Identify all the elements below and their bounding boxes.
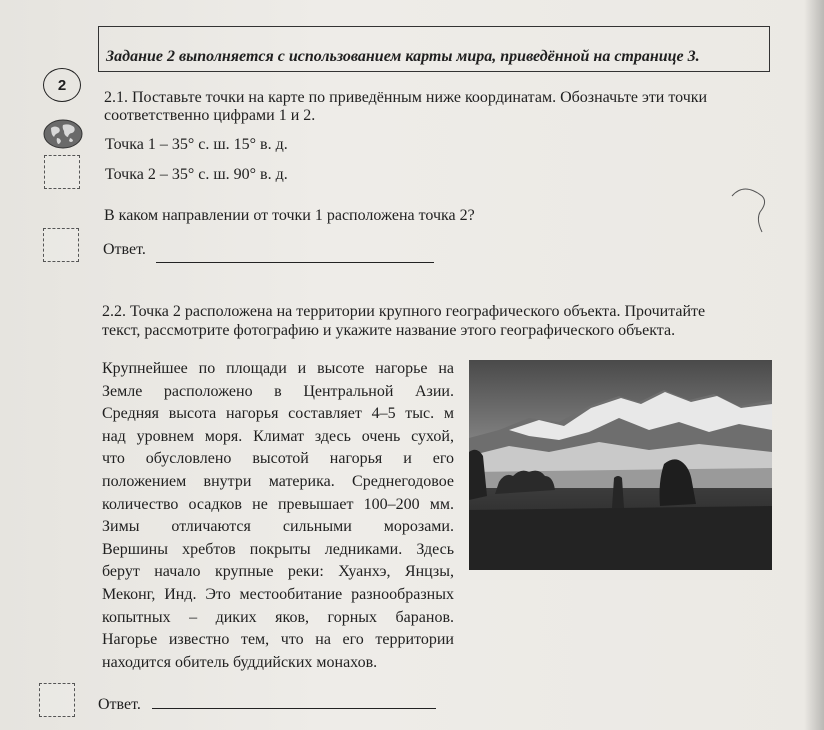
point2-coordinates: Точка 2 – 35° с. ш. 90° в. д.: [105, 166, 288, 183]
page-edge-shadow: [804, 0, 824, 730]
q22-line1: 2.2. Точка 2 расположена на территории крупного географического объекта. Прочитайте: [102, 303, 706, 320]
q21-answer-label: Ответ.: [103, 241, 146, 258]
para-line: Нагорье известно тем, что на его территории: [102, 631, 454, 649]
para-line: берут начало крупные реки: Хуанхэ, Янцзы,: [102, 563, 454, 581]
mountain-photo: [469, 360, 772, 570]
point1-coordinates: Точка 1 – 35° с. ш. 15° в. д.: [105, 136, 288, 153]
score-box-2: [43, 228, 79, 262]
para-line: находится обитель буддийских монахов.: [102, 653, 378, 671]
para-line: Зимы отличаются сильными морозами.: [102, 518, 454, 536]
para-line: копытных – диких яков, горных баранов.: [102, 608, 454, 626]
q21-line1: 2.1. Поставьте точки на карте по приведённым ниже координатам. Обозначьте эти точки: [104, 89, 708, 106]
q22-line2: текст, рассмотрите фотографию и укажите название этого географического объекта.: [102, 322, 676, 339]
pencil-mark: [730, 182, 770, 242]
score-box-3: [39, 683, 75, 717]
task-header: Задание 2 выполняется с использованием карты мира, приведённой на странице 3.: [106, 48, 700, 65]
para-line: положением внутри материка. Среднегодовое: [102, 472, 454, 490]
para-line: Средняя высота нагорья составляет 4–5 тыс. м: [102, 405, 454, 423]
q21-line2: соответственно цифрами 1 и 2.: [104, 107, 316, 124]
globe-icon: [43, 119, 83, 154]
q21-answer-line[interactable]: [156, 262, 434, 263]
q22-answer-label: Ответ.: [98, 696, 141, 713]
para-line: Крупнейшее по площади и высоте нагорье на: [102, 360, 454, 377]
para-line: Земле расположено в Центральной Азии.: [102, 382, 454, 400]
task-number-badge: 2: [43, 68, 81, 102]
para-line: что обусловлено высотой нагорья и его: [102, 450, 454, 468]
para-line: количество осадков не превышает 100–200 мм.: [102, 495, 454, 513]
score-box-1: [44, 155, 80, 189]
q22-description: [102, 358, 454, 674]
q22-answer-line[interactable]: [152, 708, 436, 709]
para-line: Вершины хребтов покрыты ледниками. Здесь: [102, 540, 454, 558]
para-line: над уровнем моря. Климат здесь очень сухой,: [102, 427, 454, 445]
para-line: Меконг, Инд. Это местообитание разнообразных: [102, 585, 454, 603]
bleed-through: [520, 580, 523, 595]
q21-question: В каком направлении от точки 1 расположена точка 2?: [104, 207, 475, 224]
